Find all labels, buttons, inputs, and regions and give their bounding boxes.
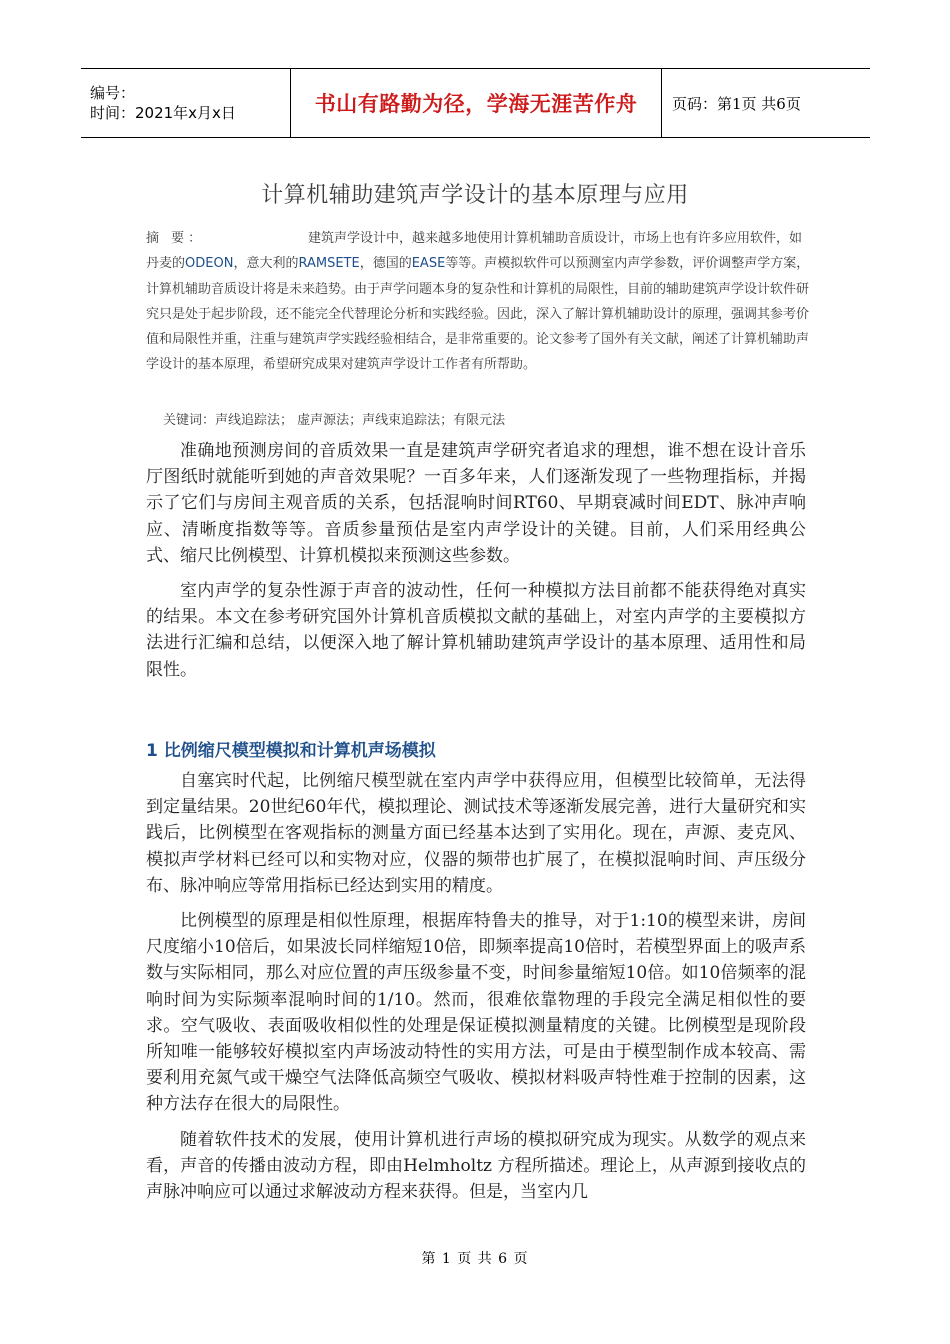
keywords: 关键词：声线追踪法； 虚声源法；声线束追踪法；有限元法	[163, 413, 506, 428]
header-motto: 书山有路勤为径，学海无涯苦作舟	[314, 92, 638, 116]
intro-section	[146, 438, 806, 683]
section-paragraph: 随着软件技术的发展，使用计算机进行声场的模拟研究成为现实。从数学的观点来看，声音的传播由波动方程，即由Helmholtz 方程所描述。理论上，从声源到接收点的声脉冲响应可以通过求解波动方程来获得。但是，当室内几	[146, 1129, 806, 1203]
abstract-text-4: 等等。声模拟软件可以预测室内声学参数，评价调整声学方案，计算机辅助音质设计将是未来趋势。由于声学问题本身的复杂性和计算机的局限性，目前的辅助建筑声学设计软件研究只是处于起步阶段，还不能完全代替理论分析和实践经验。因此，深入了解计算机辅助设计的原理，强调其参考价值和局限性并重，注重与建筑声学实践经验相结合，是非常重要的。论文参考了国外有关文献，阐述了计算机辅助声学设计的基本原理，希望研究成果对建筑声学设计工作者有所帮助。	[146, 256, 810, 373]
abstract-text-3: ，德国的	[359, 256, 412, 272]
abstract	[146, 226, 814, 378]
software-ramsete: RAMSETE	[298, 256, 360, 272]
header-meta	[81, 69, 290, 137]
abstract-text-1: 建筑声学设计中，越来越多地使用计算机辅助音质设计，市场上也有许多应用软件，如丹麦的	[146, 231, 803, 272]
section-body	[146, 768, 806, 1205]
section-paragraph: 自塞宾时代起，比例缩尺模型就在室内声学中获得应用，但模型比较简单，无法得到定量结果。20世纪60年代，模拟理论、测试技术等逐渐发展完善，进行大量研究和实践后，比例模型在客观指标的测量方面已经基本达到了实用化。现在，声源、麦克风、模拟声学材料已经可以和实物对应，仪器的频带也扩展了，在模拟混响时间、声压级分布、脉冲响应等常用指标已经达到实用的精度。	[146, 771, 806, 896]
header-page-info: 页码：第1页 共6页	[672, 94, 801, 113]
software-odeon: ODEON	[185, 256, 234, 272]
abstract-label: 摘 要：	[146, 231, 206, 246]
software-ease: EASE	[411, 256, 446, 272]
document-date: 时间：2021年x月x日	[90, 104, 236, 122]
header-motto-cell	[290, 69, 662, 137]
abstract-text-2: ，意大利的	[233, 256, 299, 272]
intro-paragraph: 准确地预测房间的音质效果一直是建筑声学研究者追求的理想，谁不想在设计音乐厅图纸时就能听到她的声音效果呢？一百多年来，人们逐渐发现了一些物理指标，并揭示了它们与房间主观音质的关系，包括混响时间RT60、早期衰减时间EDT、脉冲声响应、清晰度指数等等。音质参量预估是室内声学设计的关键。目前，人们采用经典公式、缩尺比例模型、计算机模拟来预测这些参数。	[146, 441, 806, 566]
section-paragraph: 比例模型的原理是相似性原理，根据库特鲁夫的推导，对于1:10的模型来讲，房间尺度缩小10倍后，如果波长同样缩短10倍，即频率提高10倍时，若模型界面上的吸声系数与实际相同，那么对应位置的声压级参量不变，时间参量缩短10倍。如10倍频率的混响时间为实际频率混响时间的1/10。然而，很难依靠物理的手段完全满足相似性的要求。空气吸收、表面吸收相似性的处理是保证模拟测量精度的关键。比例模型是现阶段所知唯一能够较好模拟室内声场波动特性的实用方法，可是由于模型制作成本较高、需要利用充氮气或干燥空气法降低高频空气吸收、模拟材料吸声特性难于控制的因素，这种方法存在很大的局限性。	[146, 911, 806, 1115]
document-title: 计算机辅助建筑声学设计的基本原理与应用	[261, 183, 689, 208]
document-number-label: 编号：	[90, 84, 136, 102]
section-heading: 1 比例缩尺模型模拟和计算机声场模拟	[146, 741, 436, 761]
page-footer: 第 1 页 共 6 页	[421, 1251, 529, 1267]
intro-paragraph: 室内声学的复杂性源于声音的波动性，任何一种模拟方法目前都不能获得绝对真实的结果。本文在参考研究国外计算机音质模拟文献的基础上，对室内声学的主要模拟方法进行汇编和总结，以便深入地了解计算机辅助建筑声学设计的基本原理、适用性和局限性。	[146, 581, 806, 680]
header-table	[81, 68, 870, 138]
